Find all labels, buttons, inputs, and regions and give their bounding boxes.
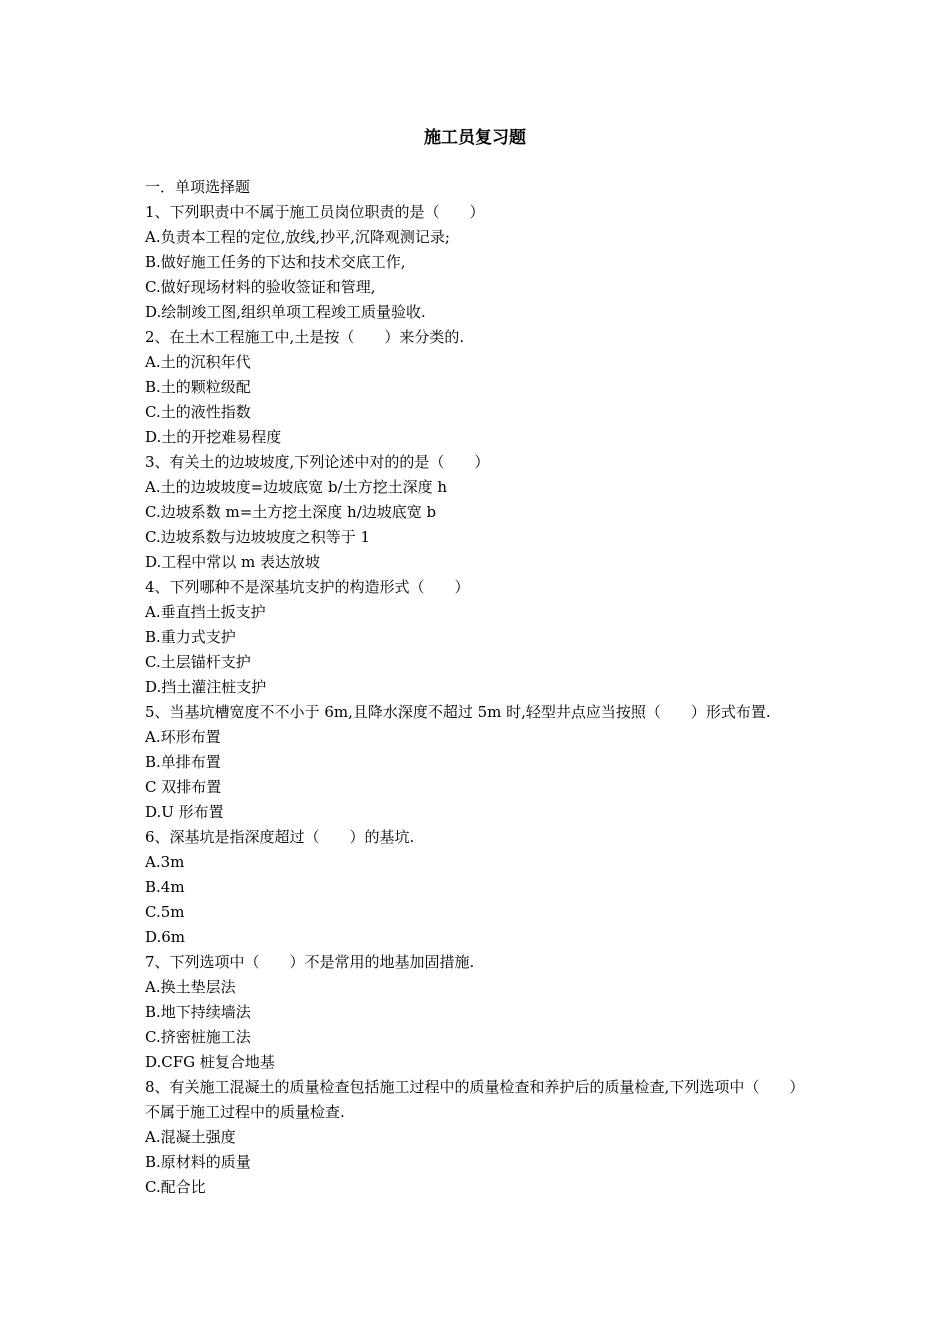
question-4-option-d: D.挡土灌注桩支护 [145, 678, 267, 696]
question-7-option-d: D.CFG 桩复合地基 [145, 1053, 275, 1071]
document-title: 施工员复习题 [424, 128, 526, 148]
section-heading: 一．单项选择题 [145, 178, 251, 196]
question-4: 4、下列哪种不是深基坑支护的构造形式（ ） [145, 578, 470, 596]
question-3-option-b: C.边坡系数 m=土方挖土深度 h/边坡底宽 b [145, 503, 437, 521]
question-7-option-b: B.地下持续墙法 [145, 1003, 251, 1021]
question-7-option-a: A.换土垫层法 [145, 978, 236, 996]
question-5-option-d: D.U 形布置 [145, 803, 224, 821]
question-8-option-b: B.原材料的质量 [145, 1153, 251, 1171]
question-3: 3、有关土的边坡坡度,下列论述中对的的是（ ） [145, 453, 490, 471]
question-6: 6、深基坑是指深度超过（ ）的基坑. [145, 828, 415, 846]
question-3-option-a: A.土的边坡坡度=边坡底宽 b/土方挖土深度 h [145, 478, 448, 496]
question-1: 1、下列职责中不属于施工员岗位职责的是（ ） [145, 203, 485, 221]
question-5-option-b: B.单排布置 [145, 753, 221, 771]
question-1-option-b: B.做好施工任务的下达和技术交底工作, [145, 253, 406, 271]
question-7: 7、下列选项中（ ）不是常用的地基加固措施. [145, 953, 475, 971]
question-5-option-a: A.环形布置 [145, 728, 221, 746]
question-8: 8、有关施工混凝土的质量检查包括施工过程中的质量检查和养护后的质量检查,下列选项中（ ）不属于施工过程中的质量检查. [145, 1078, 805, 1121]
document-body [145, 175, 815, 1200]
question-6-option-b: B.4m [145, 878, 185, 896]
question-5-option-c: C 双排布置 [145, 778, 222, 796]
question-3-option-d: D.工程中常以 m 表达放坡 [145, 553, 321, 571]
question-1-option-a: A.负责本工程的定位,放线,抄平,沉降观测记录; [145, 228, 450, 246]
question-6-option-a: A.3m [145, 853, 185, 871]
question-2-option-c: C.土的液性指数 [145, 403, 251, 421]
question-8-option-c: C.配合比 [145, 1178, 206, 1196]
question-2: 2、在土木工程施工中,土是按（ ）来分类的. [145, 328, 465, 346]
question-2-option-b: B.土的颗粒级配 [145, 378, 251, 396]
question-4-option-c: C.土层锚杆支护 [145, 653, 251, 671]
question-4-option-b: B.重力式支护 [145, 628, 236, 646]
question-3-option-c: C.边坡系数与边坡坡度之积等于 1 [145, 528, 371, 546]
question-2-option-a: A.土的沉积年代 [145, 353, 251, 371]
question-8-option-a: A.混凝土强度 [145, 1128, 236, 1146]
question-6-option-c: C.5m [145, 903, 185, 921]
question-2-option-d: D.土的开挖难易程度 [145, 428, 282, 446]
question-5: 5、当基坑槽宽度不不小于 6m,且降水深度不超过 5m 时,轻型井点应当按照（ ）形式布置. [145, 703, 771, 721]
question-7-option-c: C.挤密桩施工法 [145, 1028, 251, 1046]
question-4-option-a: A.垂直挡土扳支护 [145, 603, 266, 621]
question-1-option-c: C.做好现场材料的验收签证和管理, [145, 278, 376, 296]
question-6-option-d: D.6m [145, 928, 186, 946]
question-1-option-d: D.绘制竣工图,组织单项工程竣工质量验收. [145, 303, 426, 321]
